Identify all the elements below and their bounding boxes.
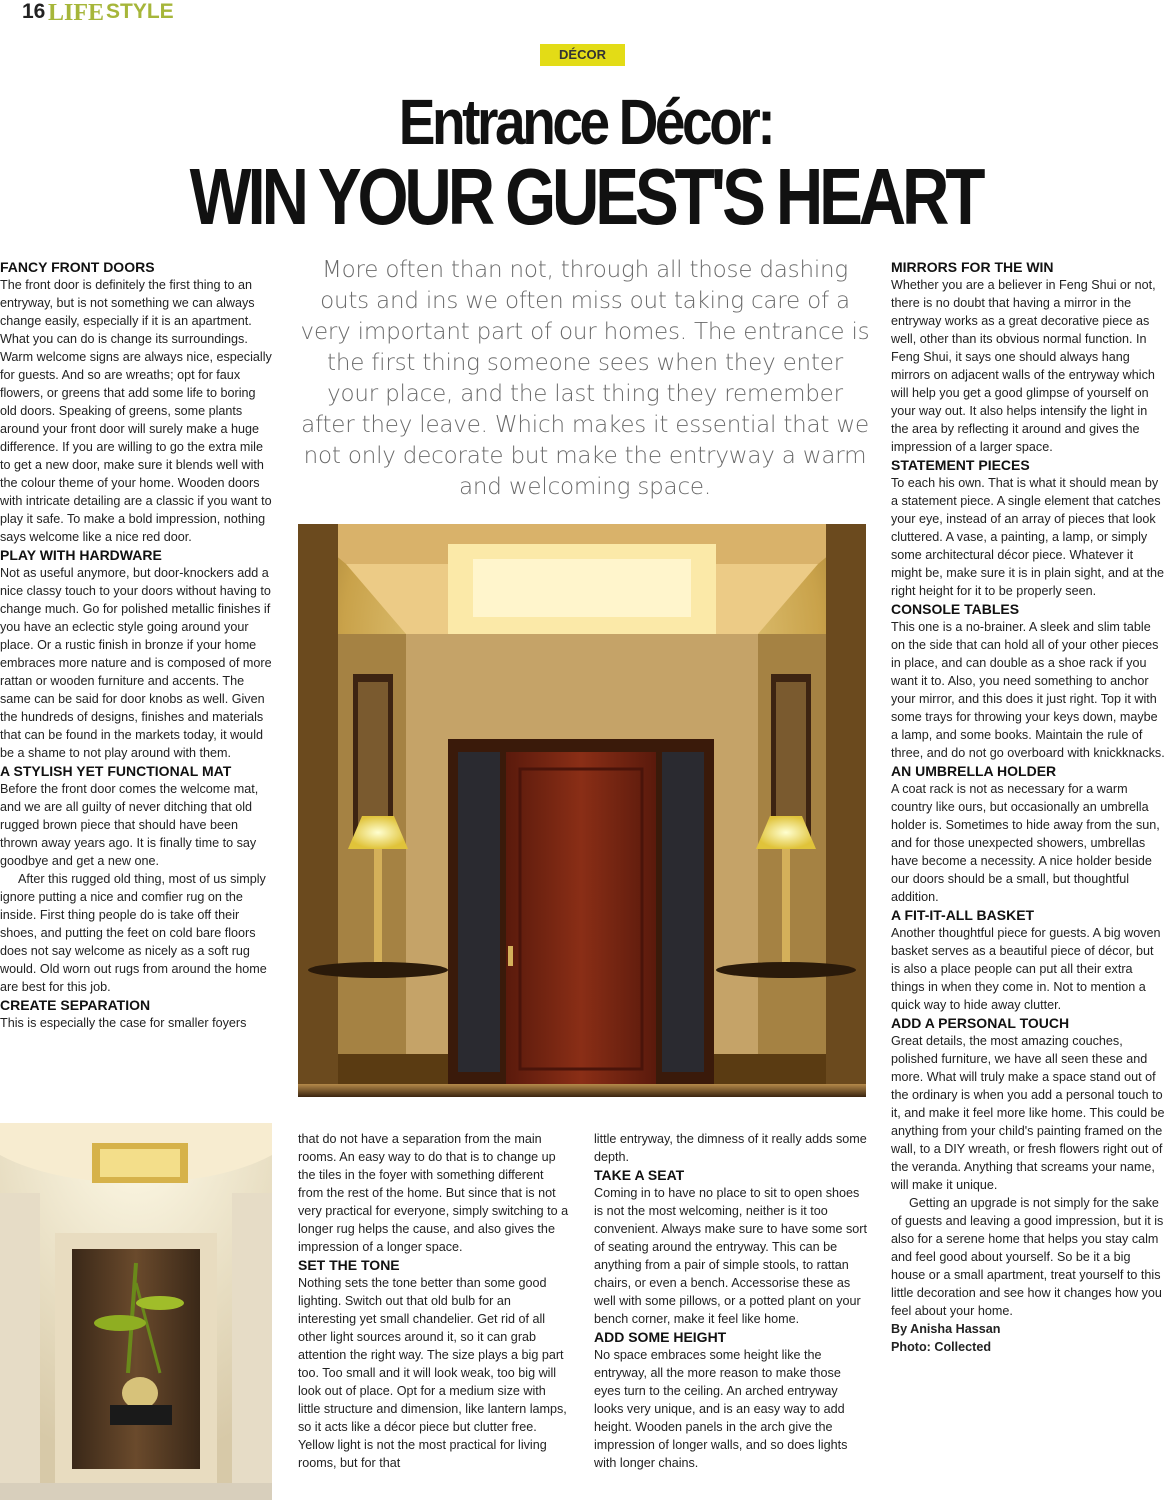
- section-heading: STATEMENT PIECES: [891, 457, 1030, 473]
- section-heading: MIRRORS FOR THE WIN: [891, 259, 1054, 275]
- section-heading: A FIT-IT-ALL BASKET: [891, 907, 1035, 923]
- section-heading: PLAY WITH HARDWARE: [0, 547, 162, 563]
- section-body: Another thoughtful piece for guests. A big woven basket serves as a beautiful piece of décor, but is also a place people can put all their extra things in when they come in. Not to mention a quick way to hide away clutter.: [891, 926, 1161, 1012]
- section-logo-life: LIFE: [48, 0, 105, 26]
- section-body: This one is a no-brainer. A sleek and slim table on the side that can hold all of your other pieces in place, and can double as a shoe rack if you want it to. Also, you need something to anchor your mirror, and this does it just right. Top it with some trays for throwing your keys down, maybe a lamp, and some books. Maintain the rule of three, and do not go overboard with knickknacks.: [891, 620, 1165, 760]
- section-body: that do not have a separation from the main rooms. An easy way to do that is to change up the tiles in the foyer with something different from the rest of the home. But since that is not very practical for everyone, simply switching to a longer rug helps the cause, and also gives the impression of a longer space.: [298, 1132, 569, 1254]
- section-body: To each his own. That is what it should mean by a statement piece. A single element that catches your eye, instead of an array of pieces that look cluttered. A vase, a painting, a lamp, or simply some architectural décor piece. Whatever it might be, make sure it is in plain sight, and at the right height for it to be properly seen.: [891, 476, 1165, 598]
- section-heading: CREATE SEPARATION: [0, 997, 151, 1013]
- section-body: Getting an upgrade is not simply for the sake of guests and leaving a good impression, but it is also for a serene home that helps you stay calm and feel good about yourself. So be it a big house or a small apartment, treat yourself to this little decoration and see how it changes how you feel about your home.: [891, 1196, 1164, 1318]
- hall-chandelier-photo: [0, 1123, 272, 1500]
- section-body: No space embraces some height like the entryway, all the more reason to make those eyes turn to the ceiling. An arched entryway looks very unique, and is an easy way to add height. Wooden panels in the arch give the impression of longer walls, and so does lights with longer chains.: [594, 1348, 848, 1470]
- section-body: Whether you are a believer in Feng Shui or not, there is no doubt that having a mirror in the entryway works as a great decorative piece as well, other than its obvious normal function. In Feng Shui, it says one should always hang mirrors on adjacent walls of the entryway which will help you get a good glimpse of yourself on your way out. It also helps intensify the light in the area by reflecting it around and gives the impression of a larger space.: [891, 278, 1156, 454]
- section-heading: FANCY FRONT DOORS: [0, 259, 155, 275]
- section-heading: AN UMBRELLA HOLDER: [891, 763, 1057, 779]
- section-body: Coming in to have no place to sit to open shoes is not the most welcoming, neither is it too convenient. Always make sure to have some sort of seating around the entryway. This can be anything from a pair of simple stools, to rattan chairs, or even a bench. Accessorise these as well with some pillows, or a potted plant on your bench corner, make it feel like home.: [594, 1186, 867, 1326]
- author-byline: By Anisha Hassan: [891, 1322, 1001, 1336]
- section-body: This is especially the case for smaller foyers: [0, 1016, 247, 1030]
- headline-line-2: WIN YOUR GUEST'S HEART: [189, 152, 982, 241]
- section-body: A coat rack is not as necessary for a warm country like ours, but occasionally an umbrella holder is. Sometimes to hide away from the sun, and for those unexpected showers, umbrellas have become a necessity. A nice holder beside our doors should be a small, but thoughtful addition.: [891, 782, 1160, 904]
- section-heading: ADD SOME HEIGHT: [594, 1329, 727, 1345]
- section-logo-style: STYLE: [106, 0, 174, 23]
- page-number: 16: [22, 0, 46, 23]
- middle-column-right: [594, 1130, 870, 1472]
- section-body: After this rugged old thing, most of us simply ignore putting a nice and comfier rug on the inside. First thing people do is take off their shoes, and putting the feet on cold bare floors does not say welcome as nicely as a soft rug would. Old worn out rugs from around the home are best for this job.: [0, 872, 267, 994]
- section-body: Great details, the most amazing couches, polished furniture, we have all seen these and more. What will truly make a space stand out of the ordinary is when you add a personal touch to it, and make it feel more like home. This could be anything from your child's painting framed on the wall, to a DIY wreath, or fresh flowers right out of the veranda. Anything that screams your name, will make it unique.: [891, 1034, 1165, 1192]
- section-body: Not as useful anymore, but door-knockers add a nice classy touch to your doors without having to change much. Go for polished metallic finishes if you have an eclectic style going around your place. Or a rustic finish in bronze if your home embraces more nature and is composed of more rattan or wooden furniture and accents. The same can be said for door knobs as well. Given the hundreds of designs, finishes and materials that can be found in the markets today, it would be a shame to not play around with them.: [0, 566, 272, 760]
- section-body: Nothing sets the tone better than some good lighting. Switch out that old bulb for an interesting yet small chandelier. Get rid of all other light sources around it, so it can grab attention the right way. The size plays a big part too. Too small and it will look weak, too big will look out of place. Opt for a medium size with little structure and dimension, like lantern lamps, so it acts like a décor piece but clutter free. Yellow light is not the most practical for living rooms, but for that: [298, 1276, 567, 1470]
- middle-column-left: [298, 1130, 570, 1472]
- section-body: The front door is definitely the first thing to an entryway, but is not something we can always change easily, especially if it is an apartment. What you can do is change its surroundings. Warm welcome signs are always nice, especially for guests. And so are wreaths; opt for faux flowers, or greens that add some life to boring old doors. Speaking of greens, some plants around your front door will surely make a huge difference. If you are willing to go the extra mile to get a new door, make sure it blends well with the colour theme of your home. Wooden doors with intricate detailing are a classic if you want to play it safe. To make a bold impression, nothing says welcome like a nice red door.: [0, 278, 272, 544]
- section-heading: A STYLISH YET FUNCTIONAL MAT: [0, 763, 232, 779]
- section-heading: TAKE A SEAT: [594, 1167, 685, 1183]
- entrance-door-photo: [298, 524, 866, 1097]
- left-column: [0, 258, 272, 1032]
- right-column: [891, 258, 1166, 1356]
- headline-line-1: Entrance Décor:: [398, 86, 773, 158]
- section-heading: CONSOLE TABLES: [891, 601, 1020, 617]
- section-heading: SET THE TONE: [298, 1257, 400, 1273]
- section-heading: ADD A PERSONAL TOUCH: [891, 1015, 1070, 1031]
- photo-credit: Photo: Collected: [891, 1340, 992, 1354]
- section-body: little entryway, the dimness of it really adds some depth.: [594, 1132, 867, 1164]
- section-body: Before the front door comes the welcome mat, and we are all guilty of never ditching that old rugged brown piece that should have been thrown away years ago. It is finally time to say goodbye and get a new one.: [0, 782, 259, 868]
- category-tag: DÉCOR: [540, 44, 625, 66]
- pull-quote: More often than not, through all those dashing outs and ins we often miss out taking care of a very important part of our homes. The entrance is the first thing someone sees when they enter your place, and the last thing they remember after they leave. Which makes it essential that we not only decorate but make the entryway a warm and welcoming space.: [300, 257, 870, 500]
